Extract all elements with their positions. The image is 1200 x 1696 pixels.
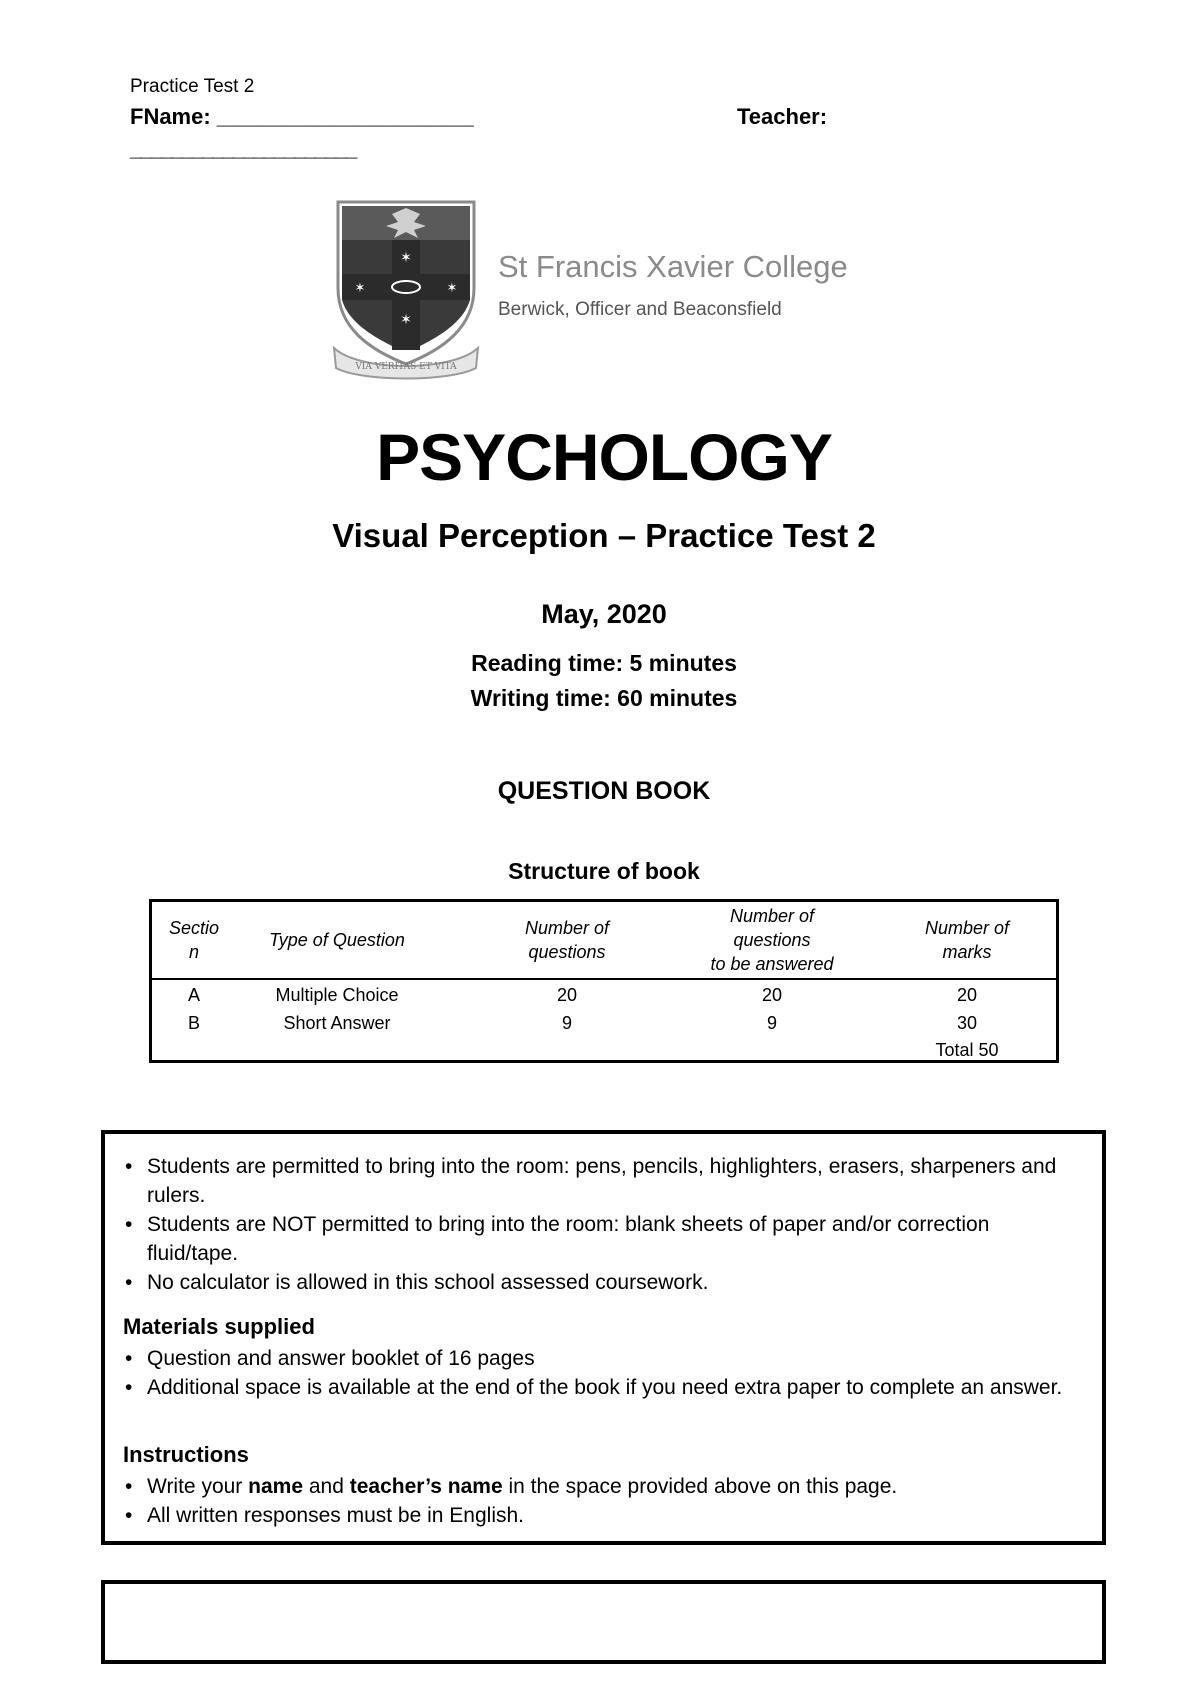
svg-text:✶: ✶	[446, 281, 458, 296]
college-crest-logo	[330, 196, 482, 382]
subject-title: PSYCHOLOGY	[376, 420, 832, 494]
list-item: • No calculator is allowed in this school assessed coursework.	[123, 1268, 1078, 1297]
teacher-label: Teacher:	[737, 104, 828, 129]
college-name: St Francis Xavier College	[498, 249, 848, 284]
blank-box	[101, 1580, 1106, 1664]
test-subtitle: Visual Perception – Practice Test 2	[332, 517, 876, 554]
reading-time: Reading time: 5 minutes	[471, 650, 737, 676]
row-a-section: A	[187, 985, 200, 1005]
row-a-questions: 20	[556, 985, 578, 1005]
test-date: May, 2020	[541, 599, 667, 629]
row-a-type: Multiple Choice	[275, 985, 399, 1005]
structure-table	[149, 899, 1059, 1063]
header-type: Type of Question	[269, 930, 405, 950]
row-b-questions: 9	[561, 1013, 572, 1033]
teacher-field[interactable]: ______________________	[130, 136, 356, 161]
materials-list	[123, 1344, 1078, 1402]
list-item: • All written responses must be in English.	[123, 1501, 1078, 1530]
header-num-questions: Number of questions	[524, 918, 610, 962]
header-num-answered: Number of questions to be answered	[710, 906, 834, 974]
exam-rules-box	[101, 1130, 1106, 1545]
list-item: • Additional space is available at the end of the book if you need extra paper to complete an answer.	[123, 1373, 1078, 1402]
instructions-heading: Instructions	[123, 1442, 249, 1467]
row-b-type: Short Answer	[283, 1013, 391, 1033]
crest-motto: VIA VERITAS ET VITA	[355, 362, 457, 372]
practice-test-label: Practice Test 2	[130, 76, 255, 97]
materials-heading: Materials supplied	[123, 1314, 315, 1339]
header-num-marks: Number of marks	[924, 918, 1010, 962]
list-item: • Question and answer booklet of 16 pages	[123, 1344, 1078, 1373]
table-header-row	[152, 902, 1056, 980]
list-item: • Students are NOT permitted to bring into the room: blank sheets of paper and/or correction fluid/tape.	[123, 1210, 1078, 1268]
college-campuses: Berwick, Officer and Beaconsfield	[498, 299, 782, 320]
svg-text:✶: ✶	[354, 281, 366, 296]
svg-text:✶: ✶	[400, 312, 412, 328]
row-a-answered: 20	[761, 985, 783, 1005]
list-item: • Students are permitted to bring into the room: pens, pencils, highlighters, erasers, sharpeners and rulers.	[123, 1152, 1078, 1210]
row-b-marks: 30	[956, 1013, 978, 1033]
row-b-section: B	[187, 1013, 200, 1033]
writing-time: Writing time: 60 minutes	[470, 685, 738, 711]
header-section: Sectio n	[168, 918, 220, 962]
permitted-items-list	[123, 1152, 1078, 1297]
svg-text:✶: ✶	[400, 250, 412, 266]
question-book-heading: QUESTION BOOK	[497, 777, 711, 805]
total-marks: Total 50	[935, 1040, 999, 1060]
row-b-answered: 9	[766, 1013, 777, 1033]
structure-heading: Structure of book	[508, 858, 700, 884]
row-a-marks: 20	[956, 985, 978, 1005]
list-item: • Write your name and teacher’s name in the space provided above on this page.	[123, 1472, 1078, 1501]
instructions-list	[123, 1472, 1078, 1530]
fname-field[interactable]: FName: _____________________	[130, 104, 474, 129]
